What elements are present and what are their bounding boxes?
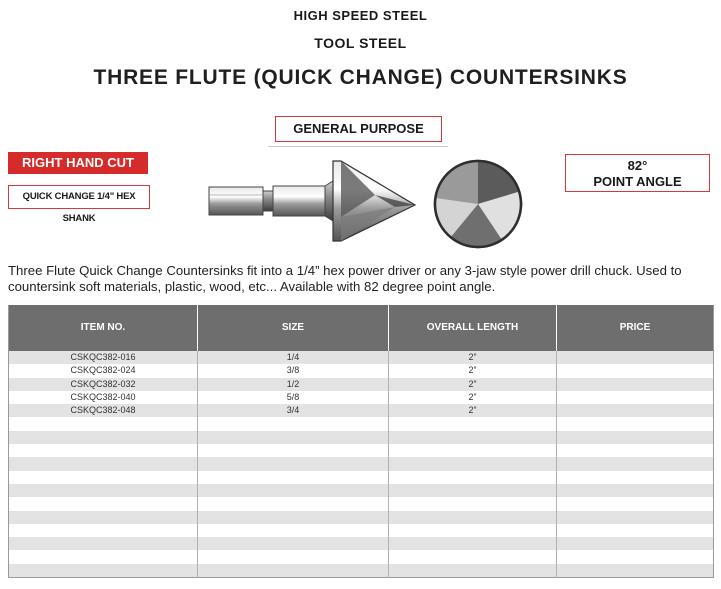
size-cell — [198, 417, 389, 430]
overall-length-cell: 2” — [389, 404, 557, 417]
price-cell — [557, 537, 714, 550]
size-cell — [198, 471, 389, 484]
price-cell — [557, 444, 714, 457]
overall-length-cell — [389, 511, 557, 524]
item-no-cell — [9, 484, 198, 497]
size-cell: 1/4 — [198, 351, 389, 364]
price-cell — [557, 524, 714, 537]
overall-length-cell — [389, 457, 557, 470]
price-cell — [557, 484, 714, 497]
column-header-overall-length: OVERALL LENGTH — [389, 305, 557, 351]
spec-table — [8, 305, 714, 578]
table-row — [9, 537, 714, 550]
size-cell — [198, 511, 389, 524]
item-no-cell — [9, 457, 198, 470]
table-row — [9, 378, 714, 391]
table-row — [9, 484, 714, 497]
table-row — [9, 497, 714, 510]
overall-length-cell: 2” — [389, 391, 557, 404]
overall-length-cell: 2” — [389, 364, 557, 377]
table-row — [9, 444, 714, 457]
overall-length-cell: 2” — [389, 351, 557, 364]
table-row — [9, 457, 714, 470]
price-cell — [557, 417, 714, 430]
overall-length-cell — [389, 484, 557, 497]
table-row — [9, 564, 714, 578]
point-angle-value: 82° — [627, 158, 648, 173]
size-cell: 3/8 — [198, 364, 389, 377]
point-angle-label: POINT ANGLE — [593, 174, 682, 189]
item-no-cell: CSKQC382-016 — [9, 351, 198, 364]
header-material: HIGH SPEED STEEL — [293, 8, 428, 23]
price-cell — [557, 391, 714, 404]
table-row — [9, 404, 714, 417]
price-cell — [557, 404, 714, 417]
overall-length-cell — [389, 444, 557, 457]
column-header-size: SIZE — [198, 305, 389, 351]
item-no-cell: CSKQC382-040 — [9, 391, 198, 404]
right-hand-cut-badge: RIGHT HAND CUT — [8, 152, 148, 174]
column-header-item-no: ITEM NO. — [9, 305, 198, 351]
size-cell: 3/4 — [198, 404, 389, 417]
product-description: Three Flute Quick Change Countersinks fit into a 1/4” hex power driver or any 3-jaw style power drill chuck. Used to countersink soft materials, plastic, wood, etc... Available with 82 degree point angle. — [8, 263, 682, 294]
table-row — [9, 351, 714, 364]
size-cell — [198, 484, 389, 497]
table-row — [9, 364, 714, 377]
item-no-cell — [9, 497, 198, 510]
table-header-row — [9, 305, 714, 351]
item-no-cell — [9, 537, 198, 550]
size-cell: 1/2 — [198, 378, 389, 391]
price-cell — [557, 457, 714, 470]
item-no-cell — [9, 511, 198, 524]
table-row — [9, 471, 714, 484]
item-no-cell — [9, 417, 198, 430]
table-row — [9, 550, 714, 563]
size-cell — [198, 457, 389, 470]
table-row — [9, 431, 714, 444]
item-no-cell: CSKQC382-032 — [9, 378, 198, 391]
price-cell — [557, 511, 714, 524]
price-cell — [557, 564, 714, 578]
header-subtitle: TOOL STEEL — [314, 35, 407, 51]
overall-length-cell — [389, 417, 557, 430]
countersink-end-view-icon — [432, 158, 524, 250]
price-cell — [557, 471, 714, 484]
price-cell — [557, 497, 714, 510]
general-purpose-badge: GENERAL PURPOSE — [275, 116, 442, 142]
point-angle-badge — [565, 154, 710, 192]
size-cell — [198, 537, 389, 550]
overall-length-cell — [389, 497, 557, 510]
countersink-side-view-icon — [205, 155, 420, 247]
overall-length-cell — [389, 564, 557, 578]
item-no-cell: CSKQC382-024 — [9, 364, 198, 377]
size-cell — [198, 564, 389, 578]
overall-length-cell — [389, 431, 557, 444]
price-cell — [557, 378, 714, 391]
overall-length-cell — [389, 550, 557, 563]
overall-length-cell — [389, 524, 557, 537]
item-no-cell — [9, 550, 198, 563]
overall-length-cell — [389, 471, 557, 484]
overall-length-cell: 2” — [389, 378, 557, 391]
table-row — [9, 391, 714, 404]
price-cell — [557, 351, 714, 364]
table-row — [9, 511, 714, 524]
item-no-cell — [9, 431, 198, 444]
column-header-price: PRICE — [557, 305, 714, 351]
size-cell — [198, 524, 389, 537]
page-title: THREE FLUTE (QUICK CHANGE) COUNTERSINKS — [93, 66, 628, 89]
price-cell — [557, 431, 714, 444]
item-no-cell — [9, 564, 198, 578]
quick-change-badge: QUICK CHANGE 1/4" HEX SHANK — [8, 185, 150, 209]
price-cell — [557, 550, 714, 563]
size-cell — [198, 550, 389, 563]
item-no-cell — [9, 524, 198, 537]
divider — [268, 146, 448, 147]
overall-length-cell — [389, 537, 557, 550]
size-cell — [198, 444, 389, 457]
size-cell: 5/8 — [198, 391, 389, 404]
size-cell — [198, 431, 389, 444]
item-no-cell: CSKQC382-048 — [9, 404, 198, 417]
item-no-cell — [9, 471, 198, 484]
table-row — [9, 524, 714, 537]
price-cell — [557, 364, 714, 377]
table-row — [9, 417, 714, 430]
size-cell — [198, 497, 389, 510]
item-no-cell — [9, 444, 198, 457]
